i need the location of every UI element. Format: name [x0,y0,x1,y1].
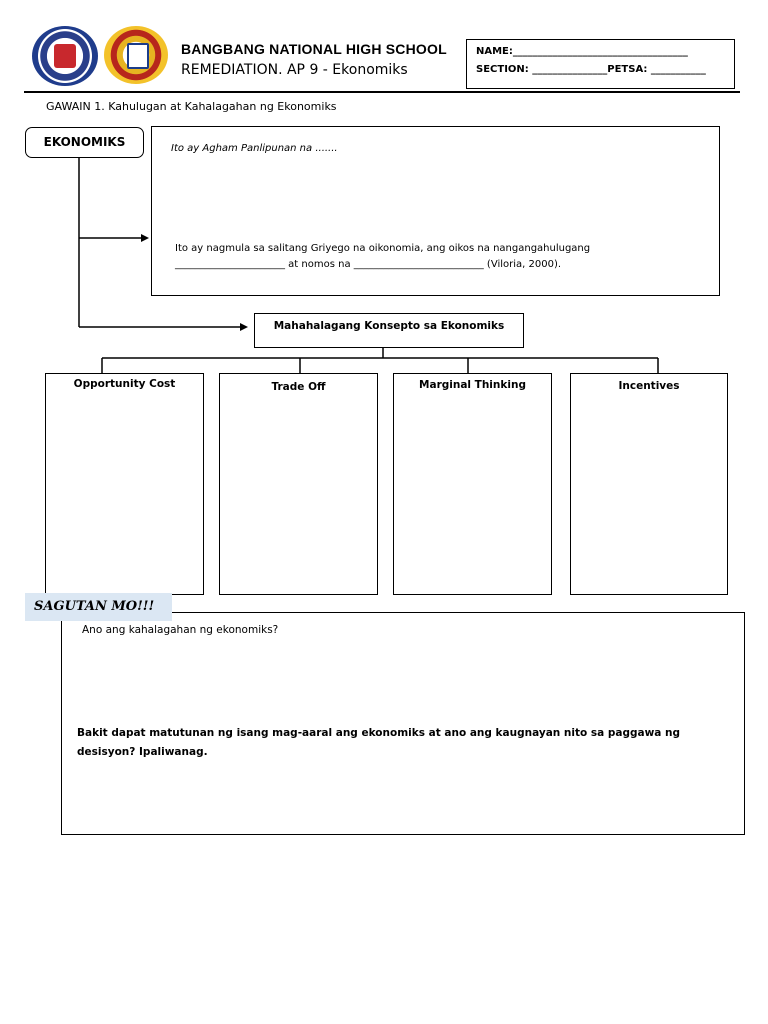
activity-title: GAWAIN 1. Kahulugan at Kahalagahan ng Ekonomiks [46,100,337,113]
answer-box[interactable] [61,612,745,835]
concept-card-marginal-thinking[interactable] [393,373,552,595]
section-date-field[interactable]: SECTION: _______________PETSA: ___________ [476,64,706,75]
concept-label: Trade Off [271,381,326,393]
school-name: BANGBANG NATIONAL HIGH SCHOOL [181,41,447,57]
concept-label: Opportunity Cost [73,378,176,390]
document-subtitle: REMEDIATION. AP 9 - Ekonomiks [181,62,408,78]
sagutan-label: SAGUTAN MO!!! [25,593,172,621]
ekonomiks-root-label: EKONOMIKS [25,127,144,158]
etymology-prompt: Ito ay nagmula sa salitang Griyego na oikonomia, ang oikos na nangangahulugang ______________________ at nomos na __________________________ (Viloria, 2000). [175,243,591,270]
concept-card-opportunity-cost[interactable] [45,373,204,595]
concepts-heading-box: Mahahalagang Konsepto sa Ekonomiks [254,313,524,348]
concept-card-trade-off[interactable] [219,373,378,595]
concept-label: Incentives [618,380,680,392]
definition-box[interactable] [151,126,720,296]
question-1: Ano ang kahalagahan ng ekonomiks? [82,624,279,636]
definition-prompt: Ito ay Agham Panlipunan na ....... [171,143,338,154]
question-2: Bakit dapat matutunan ng isang mag-aaral ang ekonomiks at ano ang kaugnayan nito sa paggawa ng desisyon? Ipaliwanag. [77,727,681,758]
concept-card-incentives[interactable] [570,373,728,595]
concept-label: Marginal Thinking [419,379,526,391]
name-field[interactable]: NAME:___________________________________ [476,46,688,57]
